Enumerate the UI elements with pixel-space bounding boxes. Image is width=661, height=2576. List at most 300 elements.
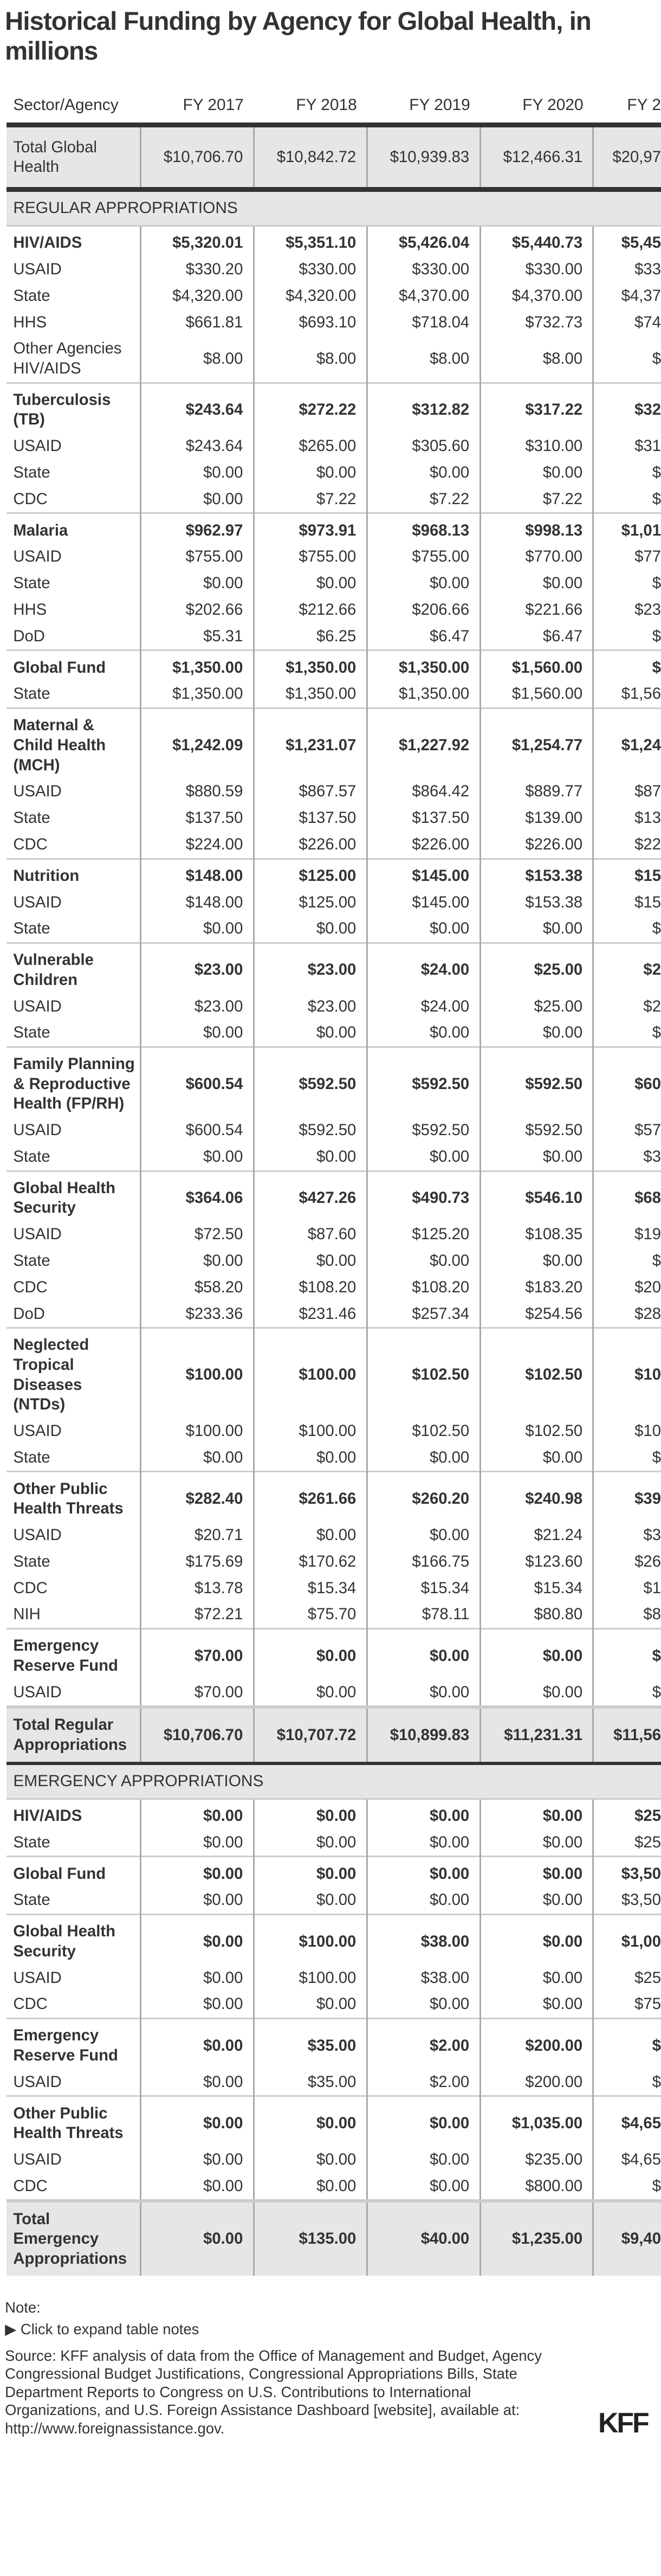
agency-row [7, 1965, 661, 1992]
cell-value: $10,706.70 [140, 125, 254, 190]
cell-value: $962.97 [140, 513, 254, 544]
cell-value: $6.47 [367, 623, 480, 651]
cell-value: $0.00 [254, 1522, 367, 1549]
cell-value: $0.00 [480, 1965, 593, 1992]
cell-value: $145.00 [367, 859, 480, 889]
cell-value: $592.50 [480, 1117, 593, 1144]
cell-value: $145.00 [367, 889, 480, 916]
cell-value: $57 [593, 1117, 661, 1144]
cell-value: $0.00 [254, 1679, 367, 1708]
cell-value: $0.00 [254, 1857, 367, 1887]
cell-value: $70.00 [140, 1679, 254, 1708]
row-label: USAID [13, 1421, 62, 1440]
cell-value: $1,254.77 [480, 709, 593, 779]
cell-value: $0.00 [140, 2201, 254, 2275]
cell-value: $0.00 [254, 1144, 367, 1171]
cell-value: $102.50 [480, 1328, 593, 1418]
cell-value: $23.00 [140, 943, 254, 993]
row-label: State [13, 1251, 50, 1270]
cell-value: $2 [593, 943, 661, 993]
table-footer [5, 2298, 654, 2437]
agency-row [7, 433, 661, 460]
cell-value: $0.00 [367, 2147, 480, 2173]
cell-value: $20.71 [140, 1522, 254, 1549]
section-header-row [7, 1763, 661, 1799]
cell-value: $ [593, 460, 661, 486]
row-label: State [13, 1448, 50, 1466]
cell-value: $0.00 [480, 916, 593, 943]
cell-value: $0.00 [367, 1020, 480, 1047]
agency-row [7, 310, 661, 336]
cell-value: $226.00 [480, 832, 593, 859]
cell-value: $200.00 [480, 2069, 593, 2096]
cell-value: $1,350.00 [254, 681, 367, 708]
expand-notes-label: Click to expand table notes [20, 2320, 199, 2337]
cell-value: $25.00 [480, 993, 593, 1020]
cell-value: $26 [593, 1549, 661, 1575]
cell-value: $755.00 [140, 544, 254, 570]
sector-row [7, 1857, 661, 1887]
row-label: USAID [13, 1968, 62, 1987]
cell-value: $867.57 [254, 778, 367, 805]
row-label: Maternal & Child Health (MCH) [7, 709, 140, 779]
cell-value: $72.21 [140, 1601, 254, 1628]
agency-row [7, 283, 661, 310]
cell-value: $0.00 [140, 2147, 254, 2173]
cell-value: $ [593, 2019, 661, 2069]
cell-value: $10,899.83 [367, 1707, 480, 1763]
column-header-fy2020[interactable]: FY 2020 [480, 89, 593, 125]
cell-value: $102.50 [367, 1328, 480, 1418]
cell-value: $0.00 [254, 1445, 367, 1472]
cell-value: $123.60 [480, 1549, 593, 1575]
row-label: Vulnerable Children [7, 943, 140, 993]
cell-value: $2.00 [367, 2069, 480, 2096]
cell-value: $755.00 [254, 544, 367, 570]
cell-value: $0.00 [367, 570, 480, 597]
row-label: Neglected Tropical Diseases (NTDs) [7, 1328, 140, 1418]
row-label: CDC [13, 2176, 48, 2195]
cell-value: $490.73 [367, 1171, 480, 1221]
row-label: DoD [13, 1304, 45, 1323]
cell-value: $592.50 [367, 1117, 480, 1144]
cell-value: $0.00 [140, 1020, 254, 1047]
row-label: Total Regular Appropriations [7, 1707, 140, 1763]
cell-value: $0.00 [367, 1144, 480, 1171]
cell-value: $1,560.00 [480, 681, 593, 708]
cell-value: $1,035.00 [480, 2096, 593, 2147]
cell-value: $0.00 [367, 1248, 480, 1274]
cell-value: $102.50 [480, 1418, 593, 1445]
cell-value: $1,235.00 [480, 2201, 593, 2275]
cell-value: $600.54 [140, 1117, 254, 1144]
cell-value: $0.00 [254, 1887, 367, 1914]
cell-value: $38.00 [367, 1915, 480, 1965]
cell-value: $10,706.70 [140, 1707, 254, 1763]
cell-value: $23.00 [140, 993, 254, 1020]
cell-value: $102.50 [367, 1418, 480, 1445]
row-label: HIV/AIDS [7, 1799, 140, 1829]
cell-value: $0.00 [140, 2069, 254, 2096]
cell-value: $9,40 [593, 2201, 661, 2275]
cell-value: $ [593, 1248, 661, 1274]
cell-value: $0.00 [367, 460, 480, 486]
cell-value: $0.00 [140, 1799, 254, 1829]
cell-value: $137.50 [367, 805, 480, 832]
agency-row [7, 1991, 661, 2018]
cell-value: $2.00 [367, 2019, 480, 2069]
row-label: USAID [13, 437, 62, 455]
agency-row [7, 1601, 661, 1628]
cell-value: $330.00 [480, 256, 593, 283]
cell-value: $254.56 [480, 1300, 593, 1328]
cell-value: $4,37 [593, 283, 661, 310]
row-label: DoD [13, 627, 45, 645]
row-label: Total Emergency Appropriations [7, 2201, 140, 2275]
cell-value: $15.34 [254, 1575, 367, 1601]
cell-value: $800.00 [480, 2173, 593, 2201]
agency-row [7, 889, 661, 916]
cell-value: $1,350.00 [254, 651, 367, 681]
cell-value: $0.00 [140, 1857, 254, 1887]
cell-value: $0.00 [367, 2096, 480, 2147]
cell-value: $864.42 [367, 778, 480, 805]
agency-row [7, 1445, 661, 1472]
cell-value: $718.04 [367, 310, 480, 336]
cell-value: $77 [593, 544, 661, 570]
source-text: Source: KFF analysis of data from the Office of Management and Budget, Agency Congressional Budget Justifications, Congressional Appropriations Bills, State Department Reports to Congress on U.S. Contributions to International Organizations, and U.S. Foreign Assistance Dashboard [website], available at: http://www.foreignassistance.gov. [5, 2347, 542, 2437]
cell-value: $0.00 [480, 1887, 593, 1914]
cell-value: $5,426.04 [367, 226, 480, 256]
cell-value: $68 [593, 1171, 661, 1221]
cell-value: $770.00 [480, 544, 593, 570]
cell-value: $58.20 [140, 1274, 254, 1301]
row-label: State [13, 809, 50, 827]
cell-value: $31 [593, 433, 661, 460]
cell-value: $0.00 [254, 1020, 367, 1047]
cell-value: $108.35 [480, 1221, 593, 1248]
cell-value: $0.00 [140, 2019, 254, 2069]
cell-value: $80.80 [480, 1601, 593, 1628]
cell-value: $39 [593, 1472, 661, 1522]
cell-value: $153.38 [480, 889, 593, 916]
cell-value: $125.00 [254, 859, 367, 889]
cell-value: $272.22 [254, 383, 367, 433]
row-label: HHS [13, 601, 47, 619]
expand-notes-toggle[interactable] [5, 2320, 559, 2339]
agency-row [7, 1300, 661, 1328]
cell-value: $0.00 [367, 1991, 480, 2018]
cell-value: $166.75 [367, 1549, 480, 1575]
cell-value: $0.00 [140, 916, 254, 943]
cell-value: $661.81 [140, 310, 254, 336]
cell-value: $1,350.00 [367, 681, 480, 708]
cell-value: $175.69 [140, 1549, 254, 1575]
cell-value: $ [593, 486, 661, 513]
row-label: HIV/AIDS [7, 226, 140, 256]
cell-value: $0.00 [254, 2173, 367, 2201]
cell-value: $0.00 [367, 1857, 480, 1887]
cell-value: $25 [593, 1830, 661, 1857]
cell-value: $15 [593, 889, 661, 916]
row-label: Global Fund [7, 651, 140, 681]
cell-value: $265.00 [254, 433, 367, 460]
cell-value: $546.10 [480, 1171, 593, 1221]
row-label: USAID [13, 1683, 62, 1701]
cell-value: $ [593, 570, 661, 597]
row-label: USAID [13, 997, 62, 1015]
cell-value: $880.59 [140, 778, 254, 805]
agency-row [7, 1830, 661, 1857]
agency-row [7, 1248, 661, 1274]
footer-text [5, 2298, 559, 2437]
column-header-fy2017[interactable]: FY 2017 [140, 89, 254, 125]
cell-value: $330.20 [140, 256, 254, 283]
cell-value: $317.22 [480, 383, 593, 433]
cell-value: $7.22 [254, 486, 367, 513]
cell-value: $100.00 [254, 1328, 367, 1418]
cell-value: $139.00 [480, 805, 593, 832]
cell-value: $21.24 [480, 1522, 593, 1549]
cell-value: $0.00 [140, 1144, 254, 1171]
cell-value: $202.66 [140, 597, 254, 623]
cell-value: $330.00 [367, 256, 480, 283]
agency-row [7, 623, 661, 651]
cell-value: $125.00 [254, 889, 367, 916]
section-label: REGULAR APPROPRIATIONS [7, 190, 661, 226]
cell-value: $1,227.92 [367, 709, 480, 779]
cell-value: $74 [593, 310, 661, 336]
agency-row [7, 2147, 661, 2173]
agency-row [7, 1117, 661, 1144]
cell-value: $5,320.01 [140, 226, 254, 256]
row-label: USAID [13, 548, 62, 566]
row-label: Emergency Reserve Fund [7, 2019, 140, 2069]
row-label: CDC [13, 1278, 48, 1296]
total-row [7, 1707, 661, 1763]
agency-row [7, 832, 661, 859]
cell-value: $592.50 [254, 1117, 367, 1144]
cell-value: $137.50 [140, 805, 254, 832]
agency-row [7, 1221, 661, 1248]
row-label: State [13, 463, 50, 481]
agency-row [7, 1274, 661, 1301]
agency-row [7, 1020, 661, 1047]
row-label: State [13, 286, 50, 305]
sector-row [7, 859, 661, 889]
cell-value: $23 [593, 597, 661, 623]
cell-value: $0.00 [254, 1830, 367, 1857]
cell-value: $0.00 [140, 1248, 254, 1274]
agency-row [7, 805, 661, 832]
cell-value: $0.00 [140, 1887, 254, 1914]
cell-value: $0.00 [254, 1248, 367, 1274]
cell-value: $732.73 [480, 310, 593, 336]
cell-value: $100.00 [254, 1965, 367, 1992]
row-label: USAID [13, 260, 62, 279]
cell-value: $7.22 [480, 486, 593, 513]
cell-value: $25 [593, 1799, 661, 1829]
cell-value: $11,56 [593, 1707, 661, 1763]
row-label: Malaria [7, 513, 140, 544]
cell-value: $11,231.31 [480, 1707, 593, 1763]
cell-value: $ [593, 1629, 661, 1679]
header-row [7, 89, 661, 125]
cell-value: $15.34 [480, 1575, 593, 1601]
cell-value: $10,842.72 [254, 125, 367, 190]
cell-value: $100.00 [140, 1418, 254, 1445]
row-label: Nutrition [7, 859, 140, 889]
total-row [7, 2201, 661, 2275]
cell-value: $5,351.10 [254, 226, 367, 256]
cell-value: $8.00 [254, 336, 367, 383]
row-label: CDC [13, 490, 48, 508]
row-label: USAID [13, 1121, 62, 1139]
cell-value: $973.91 [254, 513, 367, 544]
cell-value: $0.00 [480, 1857, 593, 1887]
cell-value: $889.77 [480, 778, 593, 805]
cell-value: $755.00 [367, 544, 480, 570]
cell-value: $4,65 [593, 2147, 661, 2173]
cell-value: $23.00 [254, 993, 367, 1020]
agency-row [7, 1418, 661, 1445]
cell-value: $8 [593, 1601, 661, 1628]
cell-value: $35.00 [254, 2069, 367, 2096]
cell-value: $ [593, 916, 661, 943]
row-label: USAID [13, 2072, 62, 2091]
column-header-fy2018[interactable]: FY 2018 [254, 89, 367, 125]
cell-value: $4,370.00 [367, 283, 480, 310]
cell-value: $23.00 [254, 943, 367, 993]
cell-value: $0.00 [480, 1445, 593, 1472]
cell-value: $968.13 [367, 513, 480, 544]
cell-value: $20,97 [593, 125, 661, 190]
cell-value: $100.00 [140, 1328, 254, 1418]
cell-value: $3 [593, 1144, 661, 1171]
cell-value: $243.64 [140, 383, 254, 433]
cell-value: $148.00 [140, 889, 254, 916]
cell-value: $38.00 [367, 1965, 480, 1992]
cell-value: $0.00 [480, 1248, 593, 1274]
cell-value: $25 [593, 1965, 661, 1992]
cell-value: $1,00 [593, 1915, 661, 1965]
cell-value: $0.00 [480, 570, 593, 597]
cell-value: $5,440.73 [480, 226, 593, 256]
row-label: Global Health Security [7, 1915, 140, 1965]
cell-value: $0.00 [140, 1915, 254, 1965]
cell-value: $312.82 [367, 383, 480, 433]
row-label: Family Planning & Reproductive Health (FP/RH) [7, 1047, 140, 1118]
row-label: Other Public Health Threats [7, 2096, 140, 2147]
column-header-fy2021[interactable]: FY 2 [593, 89, 661, 125]
cell-value: $226.00 [254, 832, 367, 859]
cell-value: $10,939.83 [367, 125, 480, 190]
cell-value: $0.00 [140, 1830, 254, 1857]
agency-row [7, 1522, 661, 1549]
cell-value: $35.00 [254, 2019, 367, 2069]
cell-value: $1,560.00 [480, 651, 593, 681]
cell-value: $0.00 [367, 916, 480, 943]
agency-row [7, 570, 661, 597]
cell-value: $0.00 [140, 2173, 254, 2201]
row-label: State [13, 1833, 50, 1851]
funding-table [7, 89, 661, 2276]
cell-value: $2 [593, 993, 661, 1020]
cell-value: $10,707.72 [254, 1707, 367, 1763]
agency-row [7, 681, 661, 708]
cell-value: $0.00 [480, 460, 593, 486]
cell-value: $233.36 [140, 1300, 254, 1328]
cell-value: $153.38 [480, 859, 593, 889]
cell-value: $ [593, 623, 661, 651]
cell-value: $60 [593, 1047, 661, 1118]
cell-value: $231.46 [254, 1300, 367, 1328]
cell-value: $243.64 [140, 433, 254, 460]
sector-row [7, 1629, 661, 1679]
cell-value: $693.10 [254, 310, 367, 336]
cell-value: $1,350.00 [367, 651, 480, 681]
cell-value: $0.00 [254, 1799, 367, 1829]
cell-value: $0.00 [480, 1830, 593, 1857]
cell-value: $257.34 [367, 1300, 480, 1328]
cell-value: $4,320.00 [254, 283, 367, 310]
cell-value: $998.13 [480, 513, 593, 544]
sector-row [7, 943, 661, 993]
row-label: USAID [13, 1225, 62, 1244]
row-label: NIH [13, 1605, 41, 1624]
cell-value: $0.00 [367, 1445, 480, 1472]
cell-value: $224.00 [140, 832, 254, 859]
cell-value: $100.00 [254, 1915, 367, 1965]
cell-value: $592.50 [254, 1047, 367, 1118]
row-label: State [13, 919, 50, 938]
cell-value: $0.00 [480, 1799, 593, 1829]
row-label: USAID [13, 1526, 62, 1544]
row-label: USAID [13, 782, 62, 801]
agency-row [7, 916, 661, 943]
cell-value: $32 [593, 383, 661, 433]
column-header-sector[interactable]: Sector/Agency [7, 89, 140, 125]
row-label: CDC [13, 835, 48, 853]
cell-value: $72.50 [140, 1221, 254, 1248]
cell-value: $0.00 [140, 486, 254, 513]
cell-value: $20 [593, 1274, 661, 1301]
cell-value: $125.20 [367, 1221, 480, 1248]
agency-row [7, 597, 661, 623]
agency-row [7, 1575, 661, 1601]
cell-value: $24.00 [367, 993, 480, 1020]
sector-row [7, 1799, 661, 1829]
cell-value: $0.00 [367, 1522, 480, 1549]
section-header-row [7, 190, 661, 226]
column-header-fy2019[interactable]: FY 2019 [367, 89, 480, 125]
cell-value: $221.66 [480, 597, 593, 623]
cell-value: $1,24 [593, 709, 661, 779]
row-label: Total Global Health [7, 125, 140, 190]
sector-row [7, 513, 661, 544]
cell-value: $1,231.07 [254, 709, 367, 779]
cell-value: $330.00 [254, 256, 367, 283]
section-label: EMERGENCY APPROPRIATIONS [7, 1763, 661, 1799]
agency-row [7, 460, 661, 486]
cell-value: $3,50 [593, 1887, 661, 1914]
cell-value: $75 [593, 1991, 661, 2018]
cell-value: $0.00 [140, 460, 254, 486]
row-label: State [13, 1552, 50, 1570]
cell-value: $0.00 [254, 916, 367, 943]
cell-value: $3,50 [593, 1857, 661, 1887]
cell-value: $13.78 [140, 1575, 254, 1601]
